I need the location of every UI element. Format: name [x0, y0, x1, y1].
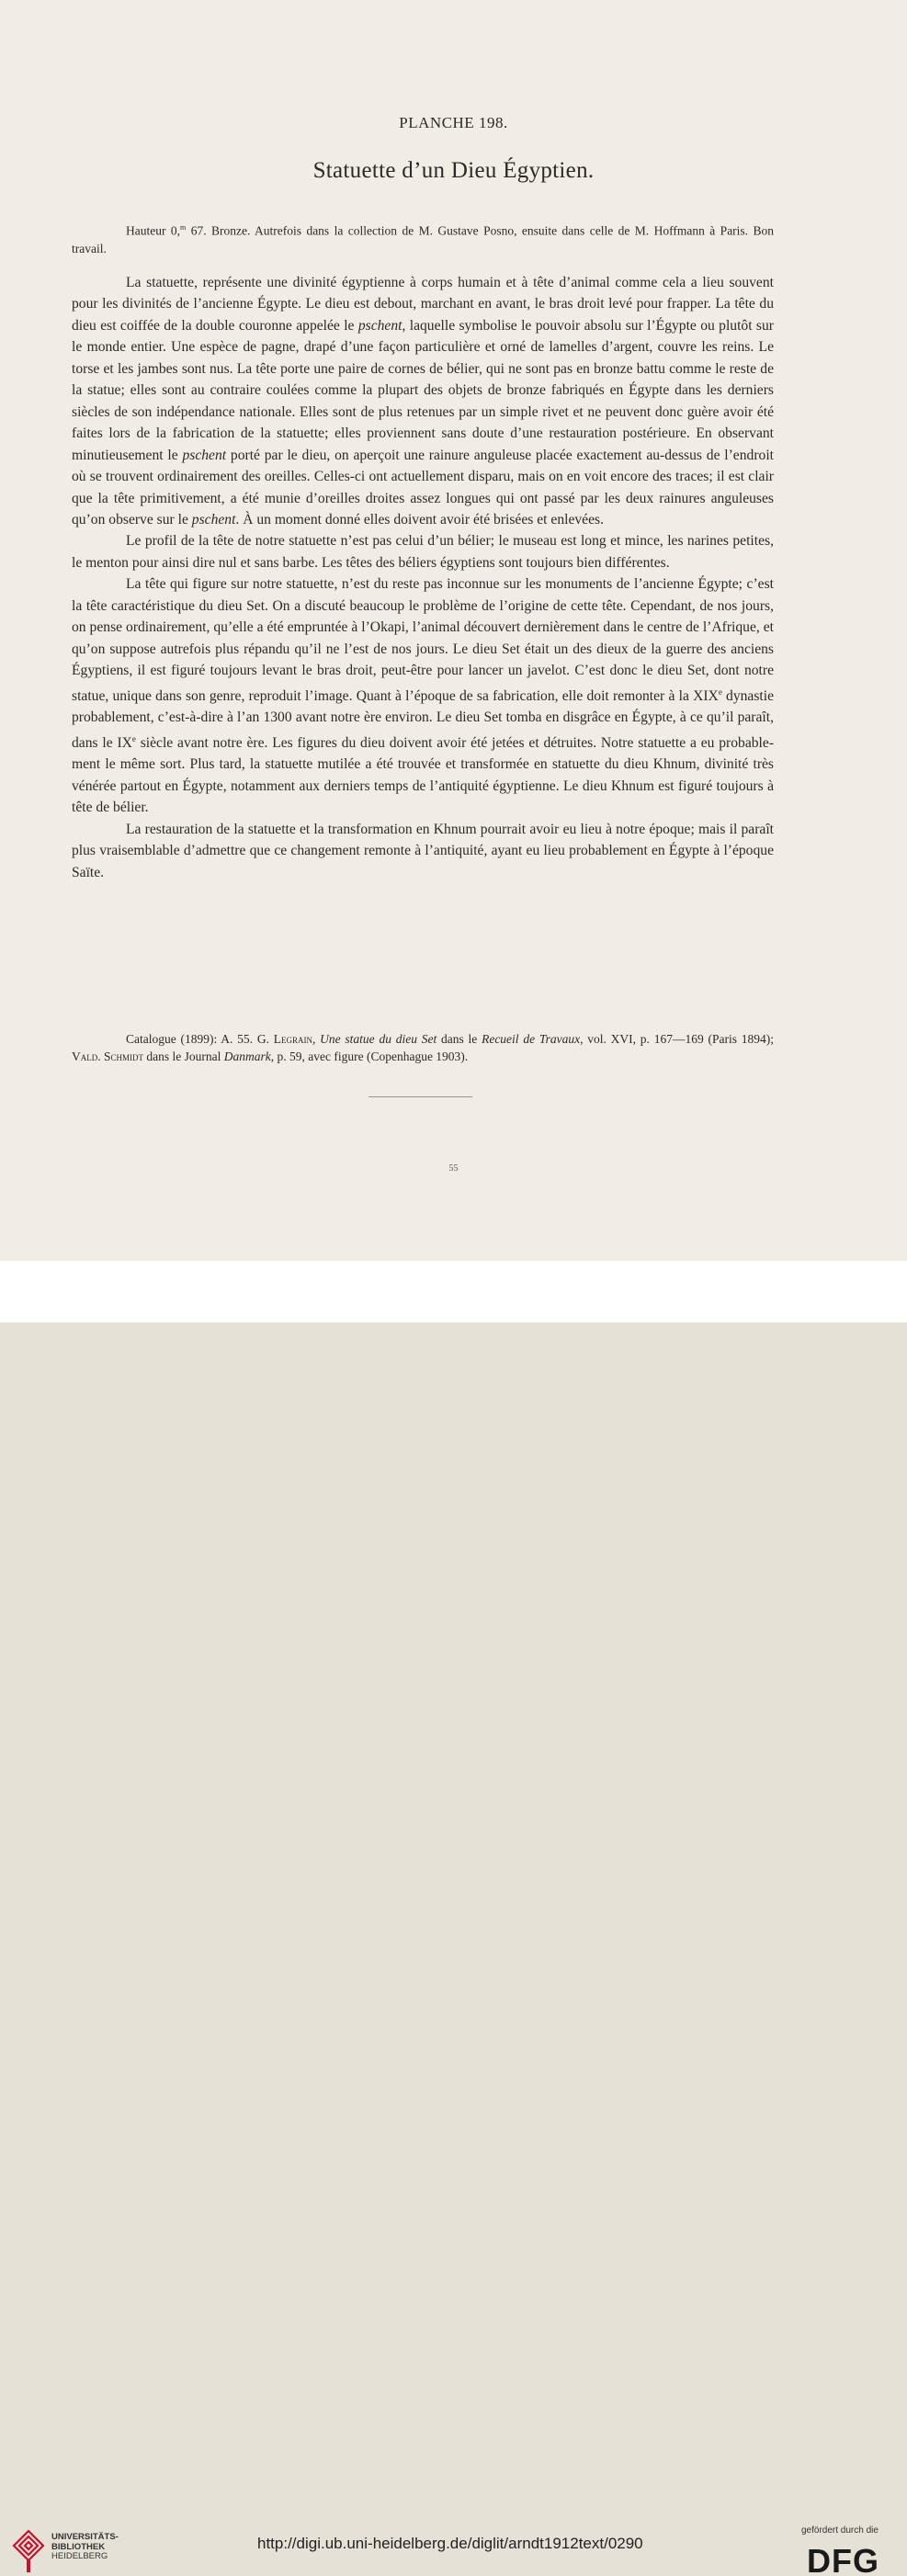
footer-bar	[0, 1261, 907, 2576]
cat-e: dans le Journal	[143, 1050, 224, 1063]
superscript-e: e	[131, 733, 136, 743]
superscript-e: e	[718, 687, 722, 697]
paragraph-3	[72, 573, 774, 818]
library-name-line-1: UNIVERSITÄTS-	[51, 2532, 119, 2542]
library-name-line-3: HEIDELBERG	[51, 2551, 108, 2561]
p3-part-b: dynastie probablement, c’est-à-dire à l’an 1300 avant notre ère environ. Le dieu Set tomba en disgrâce en Égypte, à ce qu’il paraît, dans le IX	[72, 687, 774, 751]
scanned-page	[0, 0, 907, 1261]
cat-title-3: Danmark	[223, 1050, 271, 1063]
cat-title-2: Recueil de Travaux	[482, 1032, 581, 1046]
cat-a: Catalogue (1899): A. 55. G.	[126, 1032, 274, 1046]
paragraph-4: La restauration de la statuette et la transformation en Khnum pourrait avoir eu lieu à notre époque; mais il paraît plus vraisemblable d’admettre que ce changement remonte à l’antiquité, ayant eu lieu probablement en Égypte à l’époque Saïte.	[72, 821, 774, 880]
cat-d: , vol. XVI, p. 167—169 (Paris 1894);	[580, 1032, 775, 1046]
pschent-term: pschent	[357, 317, 402, 334]
plate-number: PLANCHE 198.	[399, 114, 508, 131]
pschent-term: pschent	[191, 511, 236, 528]
p1-part-d: . À un moment donné elles doivent avoir été brisées et enlevées.	[235, 511, 604, 528]
cat-f: , p. 59, avec figure (Copenhague 1903).	[270, 1050, 469, 1063]
catalogue-reference	[72, 1030, 774, 1065]
university-library-logo-icon	[11, 2528, 46, 2574]
desc-part-1: Hauteur 0,	[126, 223, 181, 238]
page-title: Statuette d’un Dieu Égyptien.	[312, 158, 595, 183]
permalink-url[interactable]: http://digi.ub.uni-heidelberg.de/diglit/arndt1912text/0290	[257, 2535, 643, 2552]
p1-part-c: porté par le dieu, on aperçoit une rainure anguleuse placée exactement au-dessus de l’endroit où se trouvent ordinairement des oreilles. Celles-ci ont actuellement disparu, mais on en voit encore des traces; il est clair que la tête primitivement, a été munie d’oreilles droites assez longues qui ont passé par les deux rainures anguleuses qu’on observe sur le	[72, 447, 774, 528]
page-number: 55	[448, 1163, 459, 1174]
library-name-line-2: BIBLIOTHEK	[51, 2541, 106, 2552]
svg-text:DFG: DFG	[807, 2545, 879, 2576]
cat-c: dans le	[436, 1032, 482, 1046]
desc-part-2: 67. Bronze. Autrefois dans la collection de M. Gustave Posno, ensuite dans celle de M. Hoffmann à Paris. Bon travail.	[72, 223, 774, 255]
p1-part-a: La statuette, représente une divinité égyptienne à corps humain et à tête d’animal comme cela a lieu souvent pour les divinités de l’ancienne Égypte. Le dieu est debout, marchant en avant, le bras droit levé pour frapper. La tête du dieu est coiffée de la double couronne appelée le	[72, 275, 774, 334]
cat-b: ,	[312, 1032, 321, 1046]
cat-author-schmidt: Vald. Schmidt	[72, 1050, 144, 1063]
cat-title-1: Une statue du dieu Set	[320, 1032, 437, 1046]
dfg-logo-icon	[807, 2545, 895, 2576]
p3-part-a: La tête qui figure sur notre statuette, n’est du reste pas inconnue sur les monuments de l’ancienne Égypte; c’est la tête caractéristique du dieu Set. On a discuté beaucoup le problème de l’origine de cette tête. Cependant, de nos jours, on pense ordinairement, qu’elle a été empruntée à l’Okapi, l’animal découvert dernièrement dans le centre de l’Afrique, et qu’on suppose autrefois plus répandu qu’il ne l’est de nos jours. Le dieu Set était un des dieux de la guerre des anciens Égyptiens, il est figuré toujours levant le bras droit, peut-être pour lancer un javelot. C’est donc le dieu Set, dont notre statue, unique dans son genre, reproduit l’image. Quant à l’époque de sa fabrication, elle doit remonter à la XIX	[72, 576, 774, 704]
paragraph-1	[72, 272, 774, 530]
body-text	[72, 272, 774, 883]
p3-part-c: siècle avant notre ère. Les figures du dieu doivent avoir été jetées et détruites. Notre statuette a eu probablement le même sort. Plus tard, la statuette mutilée a été trouvée et transformée en statuette du dieu Khnum, divinité très vénérée partout en Égypte, notamment aux derniers temps de l’antiquité égyptienne. Le dieu Khnum est figuré toujours à tête de bélier.	[72, 734, 775, 816]
funded-by-label: gefördert durch die	[801, 2525, 879, 2536]
divider-rule	[368, 1096, 472, 1097]
p1-part-b: , laquelle symbolise le pouvoir absolu sur l’Égypte ou plutôt sur le monde entier. Une espèce de pagne, drapé d’une façon particulière et orné de lamelles d’argent, couvre les reins. Le torse et les jambes sont nus. La tête porte une paire de cornes de bélier, qui ne sont pas en bronze battu comme le reste de la statue; elles sont au contraire coulées comme la plupart des objets de bronze fabriqués en Égypte dans les derniers siècles de son indépendance nationale. Elles sont de plus retenues par un simple rivet et ne peuvent donc guère avoir été faites lors de la fabrication de la statuette; elles proviennent sans doute d’une restauration postérieure. En observant minutieusement le	[72, 317, 774, 463]
pschent-term: pschent	[182, 447, 227, 463]
object-description	[72, 219, 774, 257]
cat-author-legrain: Legrain	[273, 1032, 312, 1046]
paragraph-2: Le profil de la tête de notre statuette n’est pas celui d’un bélier; le museau est long et mince, les narines petites, le menton pour ainsi dire nul et sans barbe. Les têtes des béliers égyptiens sont toujours bien différentes.	[72, 533, 774, 571]
desc-superscript: m	[180, 223, 187, 232]
library-name	[51, 2533, 119, 2562]
